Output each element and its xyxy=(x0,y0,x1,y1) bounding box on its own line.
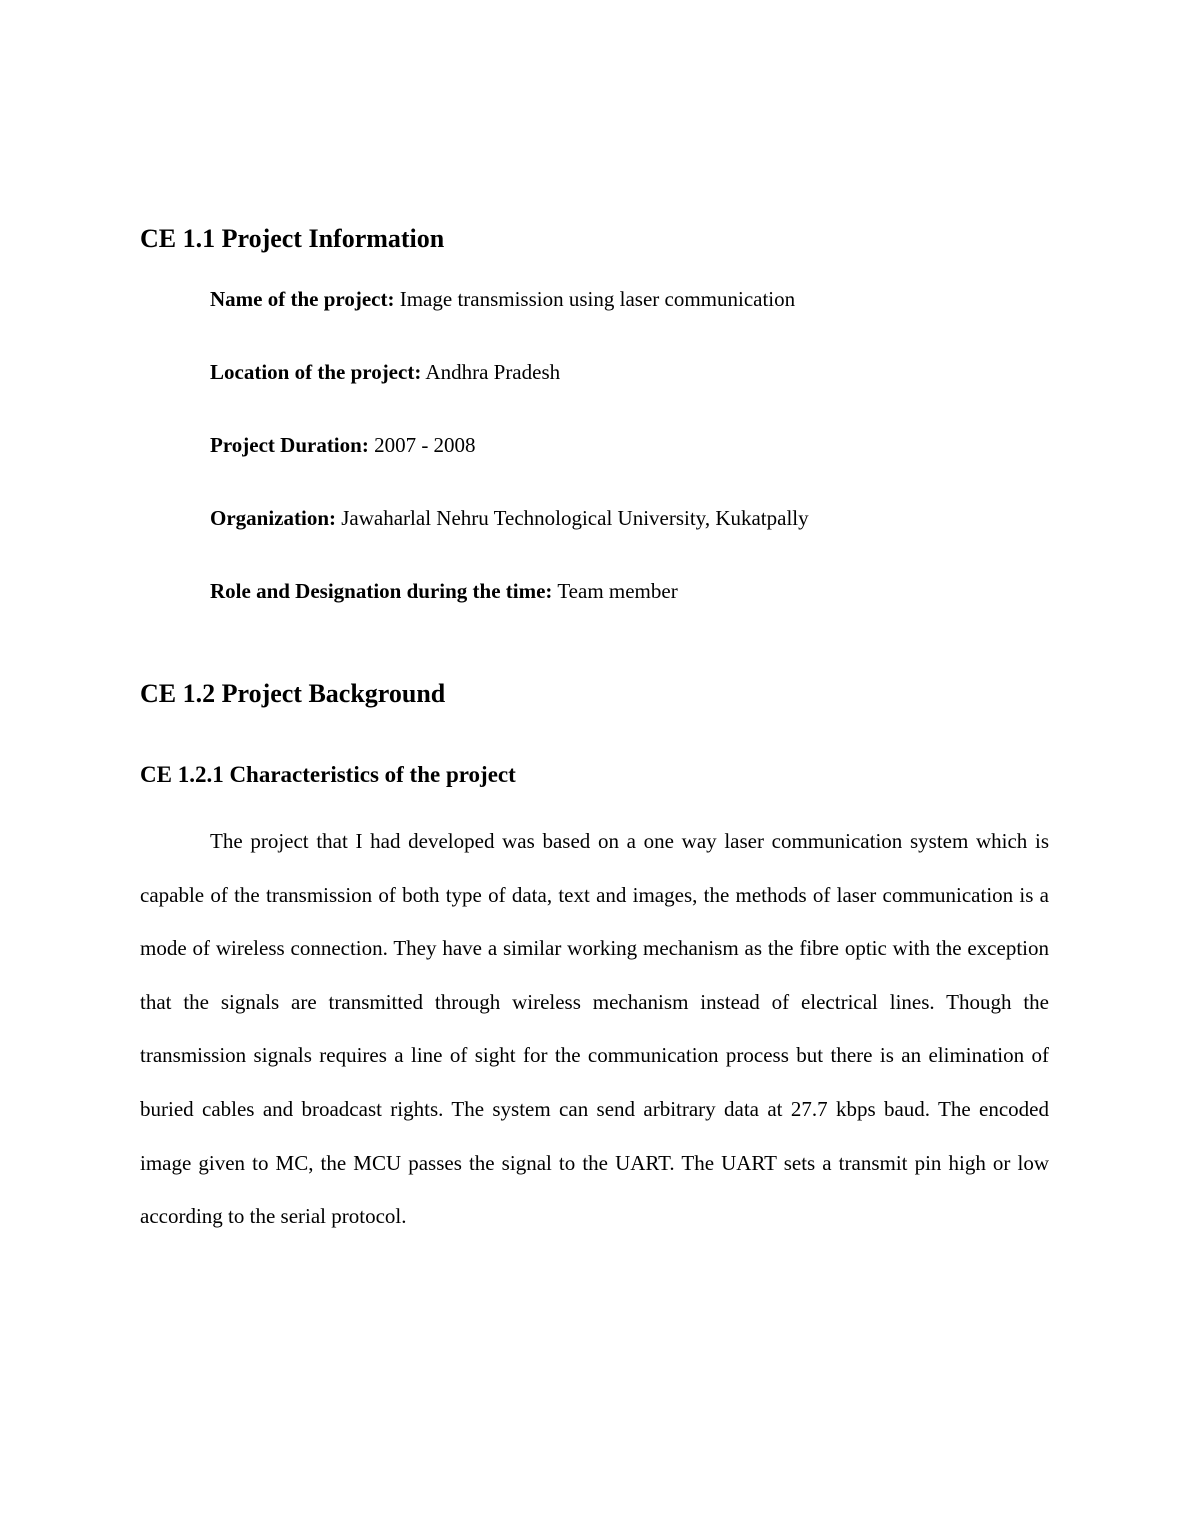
info-value: 2007 - 2008 xyxy=(374,433,476,457)
info-label: Organization: xyxy=(210,506,336,530)
info-label: Project Duration: xyxy=(210,433,369,457)
info-value: Image transmission using laser communication xyxy=(399,287,796,311)
subsection-heading-characteristics: CE 1.2.1 Characteristics of the project xyxy=(140,762,516,787)
info-row-project-location xyxy=(210,359,560,385)
characteristics-paragraph: The project that I had developed was based on a one way laser communication system which is capable of the transmission of both type of data, text and images, the methods of laser communication is a mode of wireless connection. They have a similar working mechanism as the fibre optic with the exception that the signals are transmitted through wireless mechanism instead of electrical lines. Though the transmission signals requires a line of sight for the communication process but there is an elimination of buried cables and broadcast rights. The system can send arbitrary data at 27.7 kbps baud. The encoded image given to MC, the MCU passes the signal to the UART. The UART sets a transmit pin high or low according to the serial protocol. xyxy=(140,829,1049,1229)
info-row-project-name xyxy=(210,286,795,312)
info-label: Location of the project: xyxy=(210,360,422,384)
info-label: Name of the project: xyxy=(210,287,395,311)
info-row-organization xyxy=(210,505,809,531)
info-value: Team member xyxy=(557,579,678,603)
info-row-project-duration xyxy=(210,432,476,458)
info-value: Jawaharlal Nehru Technological University, Kukatpally xyxy=(341,506,809,530)
info-label: Role and Designation during the time: xyxy=(210,579,553,603)
info-row-role-designation xyxy=(210,578,678,604)
info-value: Andhra Pradesh xyxy=(425,360,561,384)
section-heading-project-information: CE 1.1 Project Information xyxy=(140,224,445,253)
section-heading-project-background: CE 1.2 Project Background xyxy=(140,679,446,708)
